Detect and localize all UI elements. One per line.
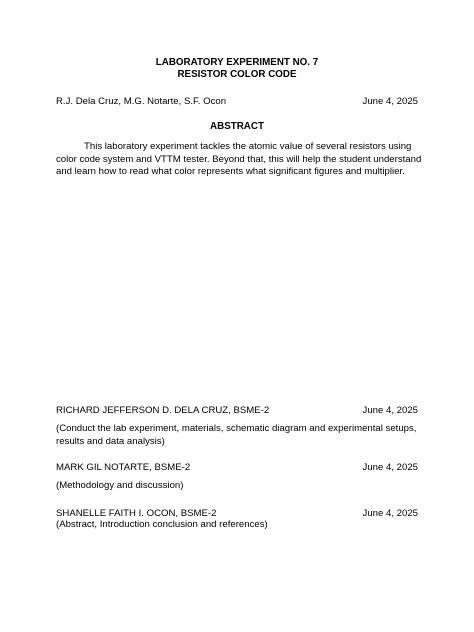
contributor-role: (Abstract, Introduction conclusion and references): [56, 519, 268, 530]
document-date: June 4, 2025: [362, 96, 418, 107]
contributor-date: June 4, 2025: [362, 405, 418, 416]
authors-text: R.J. Dela Cruz, M.G. Notarte, S.F. Ocon: [56, 96, 227, 107]
contributor-name: SHANELLE FAITH I. OCON, BSME-2: [56, 508, 217, 519]
document-title: LABORATORY EXPERIMENT NO. 7: [155, 57, 319, 68]
contributor-date: June 4, 2025: [362, 462, 418, 473]
contributor-date: June 4, 2025: [362, 508, 418, 519]
document-subtitle: RESISTOR COLOR CODE: [177, 69, 297, 80]
contributor-row: [56, 405, 418, 417]
author-line: [56, 96, 418, 108]
contributor-role: (Conduct the lab experiment, materials, schematic diagram and experimental setups, results and data analysis): [56, 423, 417, 447]
contributor-name: RICHARD JEFFERSON D. DELA CRUZ, BSME-2: [56, 405, 270, 416]
contributor-name: MARK GIL NOTARTE, BSME-2: [56, 462, 191, 473]
contributor-row: [56, 462, 418, 474]
abstract-body: This laboratory experiment tackles the atomic value of several resistors using color code system and VTTM tester. Beyond that, this will help the student understand and learn how to read what color represents what significant figures and multiplier.: [56, 141, 422, 178]
contributor-role: (Methodology and discussion): [56, 480, 184, 491]
abstract-heading: ABSTRACT: [210, 121, 264, 132]
